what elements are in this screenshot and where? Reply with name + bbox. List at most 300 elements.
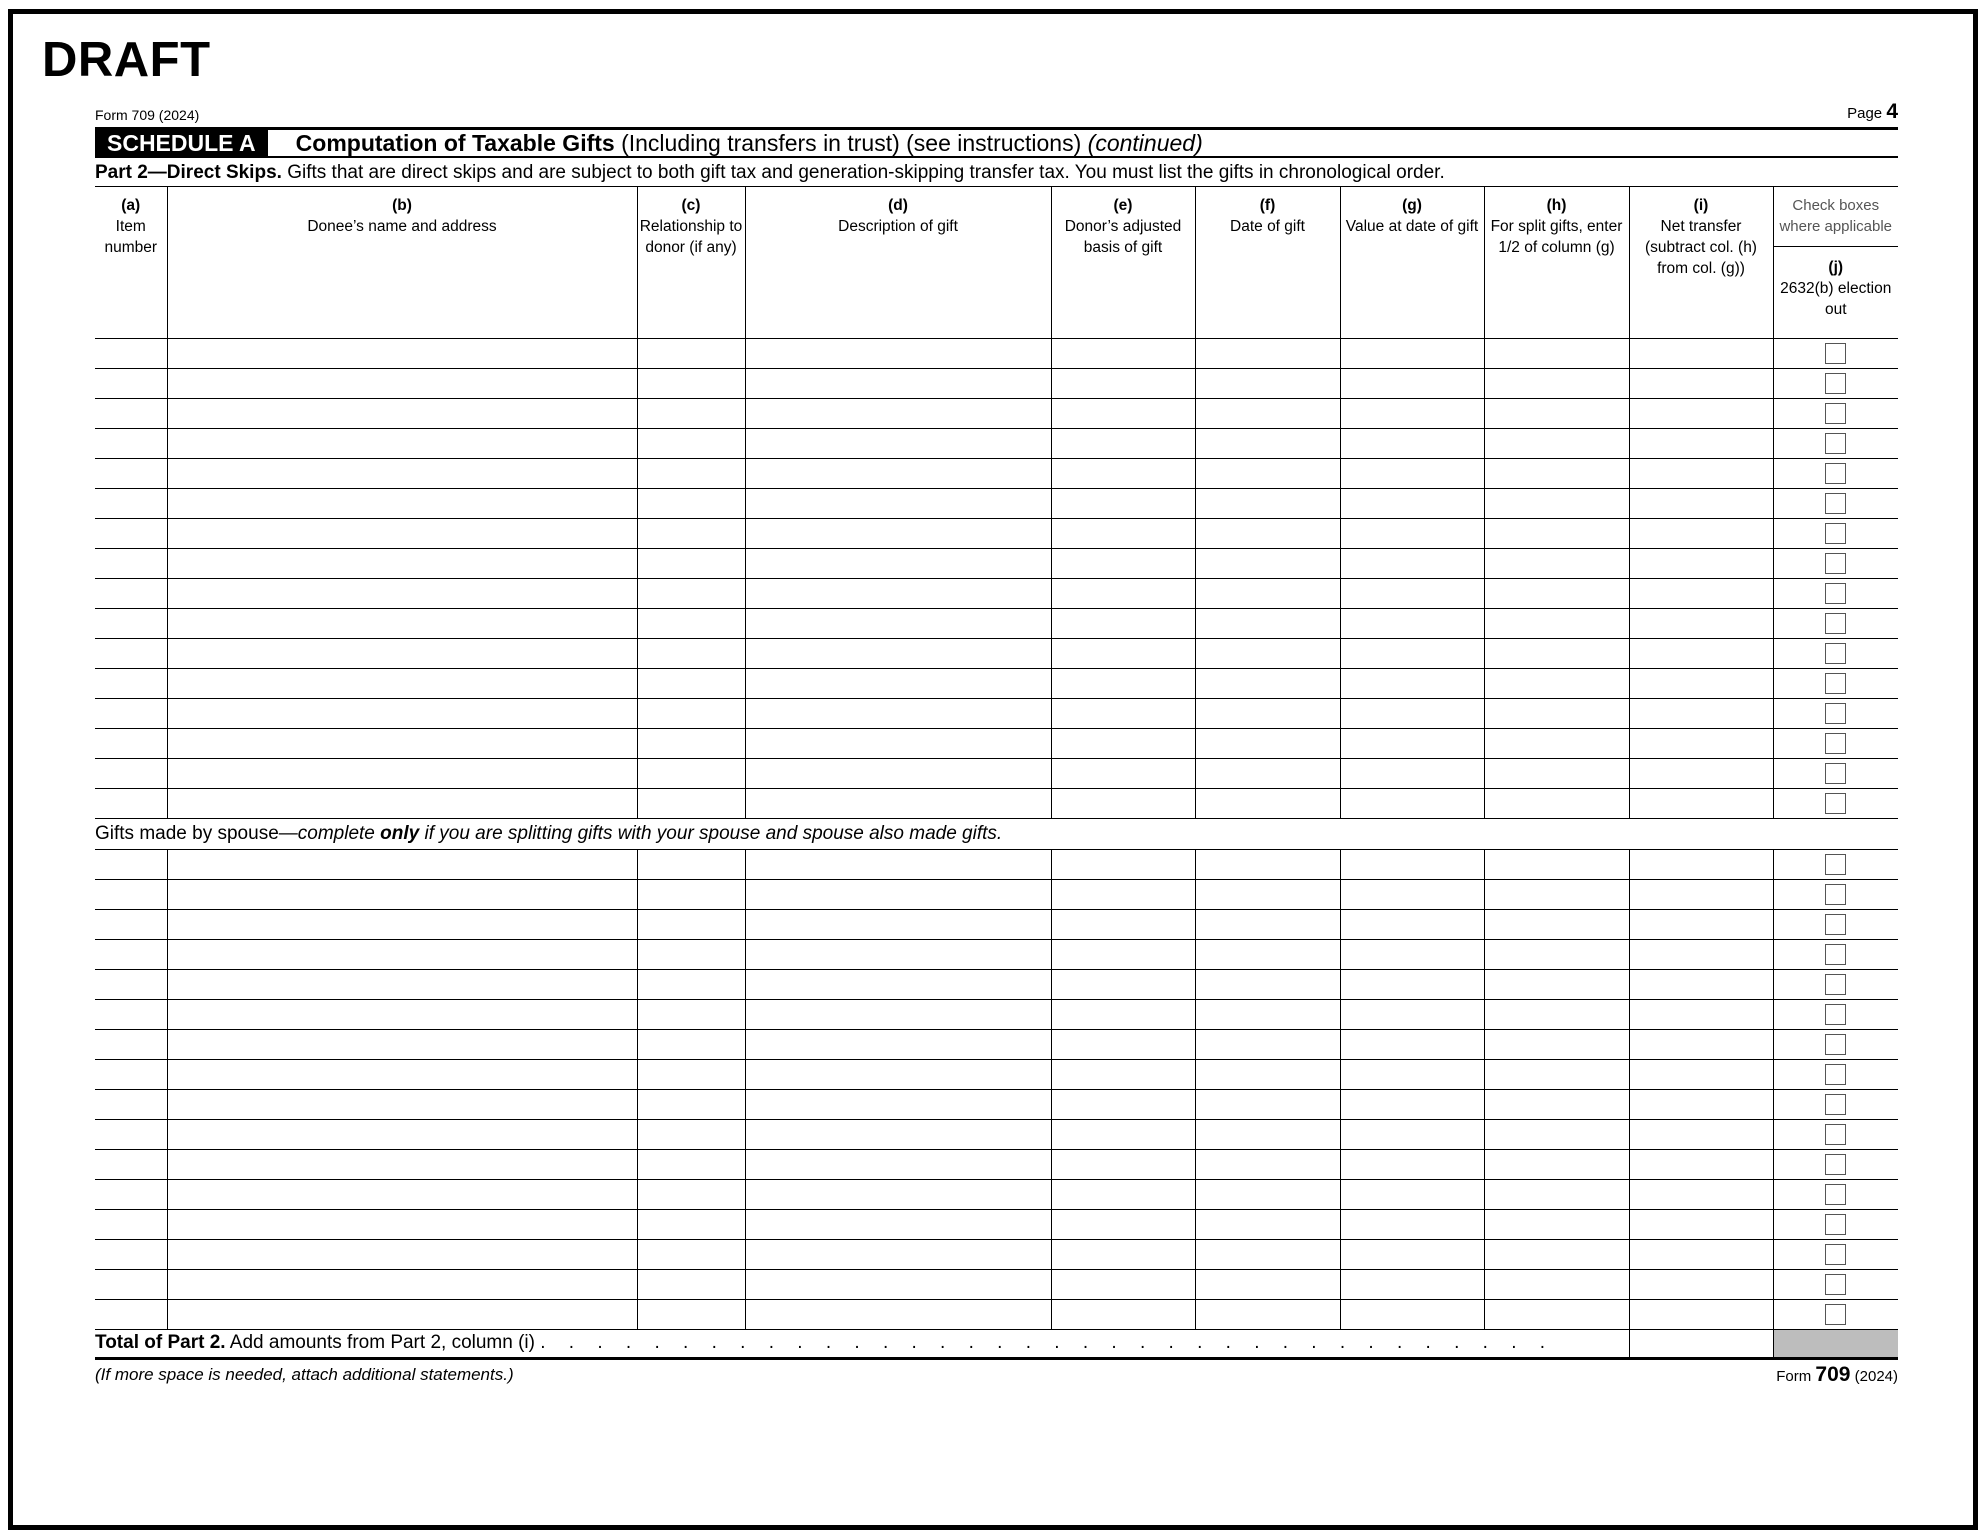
relationship-cell[interactable] — [637, 698, 745, 728]
donee-name-address-cell[interactable] — [167, 1029, 637, 1059]
election-out-checkbox[interactable] — [1825, 884, 1846, 905]
election-out-checkbox[interactable] — [1825, 493, 1846, 514]
donee-name-address-cell[interactable] — [167, 1179, 637, 1209]
donee-name-address-cell[interactable] — [167, 638, 637, 668]
date-of-gift-cell[interactable] — [1195, 1119, 1340, 1149]
relationship-cell[interactable] — [637, 728, 745, 758]
date-of-gift-cell[interactable] — [1195, 909, 1340, 939]
relationship-cell[interactable] — [637, 458, 745, 488]
relationship-cell[interactable] — [637, 1089, 745, 1119]
split-gift-half-cell[interactable] — [1484, 458, 1629, 488]
adjusted-basis-cell[interactable] — [1051, 698, 1195, 728]
item-number-cell[interactable] — [95, 879, 167, 909]
item-number-cell[interactable] — [95, 1089, 167, 1119]
total-amount-field[interactable] — [1629, 1329, 1773, 1358]
adjusted-basis-cell[interactable] — [1051, 638, 1195, 668]
adjusted-basis-cell[interactable] — [1051, 608, 1195, 638]
net-transfer-cell[interactable] — [1629, 1269, 1773, 1299]
donee-name-address-cell[interactable] — [167, 1239, 637, 1269]
split-gift-half-cell[interactable] — [1484, 1059, 1629, 1089]
split-gift-half-cell[interactable] — [1484, 488, 1629, 518]
description-cell[interactable] — [745, 1059, 1051, 1089]
donee-name-address-cell[interactable] — [167, 849, 637, 879]
item-number-cell[interactable] — [95, 368, 167, 398]
item-number-cell[interactable] — [95, 999, 167, 1029]
item-number-cell[interactable] — [95, 458, 167, 488]
date-of-gift-cell[interactable] — [1195, 1299, 1340, 1329]
description-cell[interactable] — [745, 548, 1051, 578]
description-cell[interactable] — [745, 909, 1051, 939]
value-at-date-cell[interactable] — [1340, 1059, 1484, 1089]
election-out-checkbox[interactable] — [1825, 944, 1846, 965]
election-out-checkbox[interactable] — [1825, 974, 1846, 995]
election-out-checkbox[interactable] — [1825, 703, 1846, 724]
net-transfer-cell[interactable] — [1629, 428, 1773, 458]
donee-name-address-cell[interactable] — [167, 1299, 637, 1329]
net-transfer-cell[interactable] — [1629, 1149, 1773, 1179]
net-transfer-cell[interactable] — [1629, 668, 1773, 698]
item-number-cell[interactable] — [95, 1269, 167, 1299]
net-transfer-cell[interactable] — [1629, 788, 1773, 818]
adjusted-basis-cell[interactable] — [1051, 728, 1195, 758]
net-transfer-cell[interactable] — [1629, 1239, 1773, 1269]
value-at-date-cell[interactable] — [1340, 1149, 1484, 1179]
relationship-cell[interactable] — [637, 909, 745, 939]
date-of-gift-cell[interactable] — [1195, 1059, 1340, 1089]
election-out-checkbox[interactable] — [1825, 854, 1846, 875]
description-cell[interactable] — [745, 1209, 1051, 1239]
donee-name-address-cell[interactable] — [167, 698, 637, 728]
election-out-checkbox[interactable] — [1825, 433, 1846, 454]
election-out-checkbox[interactable] — [1825, 1304, 1846, 1325]
date-of-gift-cell[interactable] — [1195, 758, 1340, 788]
item-number-cell[interactable] — [95, 758, 167, 788]
value-at-date-cell[interactable] — [1340, 608, 1484, 638]
date-of-gift-cell[interactable] — [1195, 428, 1340, 458]
date-of-gift-cell[interactable] — [1195, 969, 1340, 999]
relationship-cell[interactable] — [637, 1059, 745, 1089]
net-transfer-cell[interactable] — [1629, 909, 1773, 939]
election-out-checkbox[interactable] — [1825, 463, 1846, 484]
election-out-checkbox[interactable] — [1825, 673, 1846, 694]
value-at-date-cell[interactable] — [1340, 939, 1484, 969]
value-at-date-cell[interactable] — [1340, 398, 1484, 428]
election-out-checkbox[interactable] — [1825, 1064, 1846, 1085]
date-of-gift-cell[interactable] — [1195, 939, 1340, 969]
description-cell[interactable] — [745, 1119, 1051, 1149]
split-gift-half-cell[interactable] — [1484, 1029, 1629, 1059]
split-gift-half-cell[interactable] — [1484, 578, 1629, 608]
election-out-checkbox[interactable] — [1825, 1004, 1846, 1025]
split-gift-half-cell[interactable] — [1484, 849, 1629, 879]
split-gift-half-cell[interactable] — [1484, 398, 1629, 428]
adjusted-basis-cell[interactable] — [1051, 1299, 1195, 1329]
election-out-checkbox[interactable] — [1825, 1034, 1846, 1055]
item-number-cell[interactable] — [95, 849, 167, 879]
relationship-cell[interactable] — [637, 879, 745, 909]
relationship-cell[interactable] — [637, 638, 745, 668]
relationship-cell[interactable] — [637, 1119, 745, 1149]
value-at-date-cell[interactable] — [1340, 1209, 1484, 1239]
relationship-cell[interactable] — [637, 999, 745, 1029]
net-transfer-cell[interactable] — [1629, 548, 1773, 578]
description-cell[interactable] — [745, 1239, 1051, 1269]
date-of-gift-cell[interactable] — [1195, 1149, 1340, 1179]
election-out-checkbox[interactable] — [1825, 523, 1846, 544]
item-number-cell[interactable] — [95, 398, 167, 428]
description-cell[interactable] — [745, 1179, 1051, 1209]
split-gift-half-cell[interactable] — [1484, 638, 1629, 668]
net-transfer-cell[interactable] — [1629, 1089, 1773, 1119]
item-number-cell[interactable] — [95, 1149, 167, 1179]
adjusted-basis-cell[interactable] — [1051, 999, 1195, 1029]
split-gift-half-cell[interactable] — [1484, 1269, 1629, 1299]
election-out-checkbox[interactable] — [1825, 1214, 1846, 1235]
donee-name-address-cell[interactable] — [167, 338, 637, 368]
relationship-cell[interactable] — [637, 1209, 745, 1239]
adjusted-basis-cell[interactable] — [1051, 668, 1195, 698]
net-transfer-cell[interactable] — [1629, 849, 1773, 879]
donee-name-address-cell[interactable] — [167, 1059, 637, 1089]
adjusted-basis-cell[interactable] — [1051, 338, 1195, 368]
net-transfer-cell[interactable] — [1629, 1029, 1773, 1059]
date-of-gift-cell[interactable] — [1195, 458, 1340, 488]
relationship-cell[interactable] — [637, 1029, 745, 1059]
date-of-gift-cell[interactable] — [1195, 1239, 1340, 1269]
adjusted-basis-cell[interactable] — [1051, 1059, 1195, 1089]
relationship-cell[interactable] — [637, 1149, 745, 1179]
net-transfer-cell[interactable] — [1629, 1179, 1773, 1209]
adjusted-basis-cell[interactable] — [1051, 849, 1195, 879]
description-cell[interactable] — [745, 338, 1051, 368]
election-out-checkbox[interactable] — [1825, 914, 1846, 935]
date-of-gift-cell[interactable] — [1195, 999, 1340, 1029]
date-of-gift-cell[interactable] — [1195, 338, 1340, 368]
description-cell[interactable] — [745, 428, 1051, 458]
election-out-checkbox[interactable] — [1825, 343, 1846, 364]
adjusted-basis-cell[interactable] — [1051, 1209, 1195, 1239]
value-at-date-cell[interactable] — [1340, 849, 1484, 879]
item-number-cell[interactable] — [95, 1239, 167, 1269]
value-at-date-cell[interactable] — [1340, 638, 1484, 668]
item-number-cell[interactable] — [95, 1179, 167, 1209]
split-gift-half-cell[interactable] — [1484, 698, 1629, 728]
donee-name-address-cell[interactable] — [167, 398, 637, 428]
description-cell[interactable] — [745, 398, 1051, 428]
split-gift-half-cell[interactable] — [1484, 1179, 1629, 1209]
election-out-checkbox[interactable] — [1825, 763, 1846, 784]
adjusted-basis-cell[interactable] — [1051, 578, 1195, 608]
date-of-gift-cell[interactable] — [1195, 638, 1340, 668]
adjusted-basis-cell[interactable] — [1051, 368, 1195, 398]
relationship-cell[interactable] — [637, 788, 745, 818]
item-number-cell[interactable] — [95, 1029, 167, 1059]
adjusted-basis-cell[interactable] — [1051, 548, 1195, 578]
date-of-gift-cell[interactable] — [1195, 1089, 1340, 1119]
election-out-checkbox[interactable] — [1825, 403, 1846, 424]
description-cell[interactable] — [745, 518, 1051, 548]
value-at-date-cell[interactable] — [1340, 458, 1484, 488]
net-transfer-cell[interactable] — [1629, 1209, 1773, 1239]
date-of-gift-cell[interactable] — [1195, 788, 1340, 818]
adjusted-basis-cell[interactable] — [1051, 939, 1195, 969]
split-gift-half-cell[interactable] — [1484, 608, 1629, 638]
split-gift-half-cell[interactable] — [1484, 1119, 1629, 1149]
relationship-cell[interactable] — [637, 668, 745, 698]
net-transfer-cell[interactable] — [1629, 1119, 1773, 1149]
description-cell[interactable] — [745, 368, 1051, 398]
net-transfer-cell[interactable] — [1629, 698, 1773, 728]
date-of-gift-cell[interactable] — [1195, 548, 1340, 578]
net-transfer-cell[interactable] — [1629, 969, 1773, 999]
adjusted-basis-cell[interactable] — [1051, 518, 1195, 548]
date-of-gift-cell[interactable] — [1195, 879, 1340, 909]
adjusted-basis-cell[interactable] — [1051, 1029, 1195, 1059]
description-cell[interactable] — [745, 849, 1051, 879]
relationship-cell[interactable] — [637, 548, 745, 578]
split-gift-half-cell[interactable] — [1484, 548, 1629, 578]
split-gift-half-cell[interactable] — [1484, 879, 1629, 909]
donee-name-address-cell[interactable] — [167, 758, 637, 788]
date-of-gift-cell[interactable] — [1195, 1209, 1340, 1239]
item-number-cell[interactable] — [95, 548, 167, 578]
election-out-checkbox[interactable] — [1825, 553, 1846, 574]
election-out-checkbox[interactable] — [1825, 1124, 1846, 1145]
donee-name-address-cell[interactable] — [167, 1209, 637, 1239]
item-number-cell[interactable] — [95, 969, 167, 999]
donee-name-address-cell[interactable] — [167, 428, 637, 458]
date-of-gift-cell[interactable] — [1195, 1269, 1340, 1299]
donee-name-address-cell[interactable] — [167, 578, 637, 608]
date-of-gift-cell[interactable] — [1195, 728, 1340, 758]
net-transfer-cell[interactable] — [1629, 398, 1773, 428]
date-of-gift-cell[interactable] — [1195, 488, 1340, 518]
split-gift-half-cell[interactable] — [1484, 518, 1629, 548]
net-transfer-cell[interactable] — [1629, 518, 1773, 548]
split-gift-half-cell[interactable] — [1484, 1299, 1629, 1329]
date-of-gift-cell[interactable] — [1195, 608, 1340, 638]
relationship-cell[interactable] — [637, 1179, 745, 1209]
date-of-gift-cell[interactable] — [1195, 518, 1340, 548]
split-gift-half-cell[interactable] — [1484, 909, 1629, 939]
adjusted-basis-cell[interactable] — [1051, 1269, 1195, 1299]
description-cell[interactable] — [745, 578, 1051, 608]
adjusted-basis-cell[interactable] — [1051, 788, 1195, 818]
value-at-date-cell[interactable] — [1340, 1179, 1484, 1209]
donee-name-address-cell[interactable] — [167, 1119, 637, 1149]
value-at-date-cell[interactable] — [1340, 1239, 1484, 1269]
net-transfer-cell[interactable] — [1629, 999, 1773, 1029]
donee-name-address-cell[interactable] — [167, 608, 637, 638]
item-number-cell[interactable] — [95, 909, 167, 939]
net-transfer-cell[interactable] — [1629, 458, 1773, 488]
election-out-checkbox[interactable] — [1825, 1244, 1846, 1265]
election-out-checkbox[interactable] — [1825, 613, 1846, 634]
election-out-checkbox[interactable] — [1825, 1274, 1846, 1295]
value-at-date-cell[interactable] — [1340, 518, 1484, 548]
donee-name-address-cell[interactable] — [167, 909, 637, 939]
value-at-date-cell[interactable] — [1340, 1299, 1484, 1329]
relationship-cell[interactable] — [637, 758, 745, 788]
item-number-cell[interactable] — [95, 428, 167, 458]
relationship-cell[interactable] — [637, 849, 745, 879]
item-number-cell[interactable] — [95, 608, 167, 638]
value-at-date-cell[interactable] — [1340, 338, 1484, 368]
adjusted-basis-cell[interactable] — [1051, 909, 1195, 939]
split-gift-half-cell[interactable] — [1484, 338, 1629, 368]
election-out-checkbox[interactable] — [1825, 643, 1846, 664]
relationship-cell[interactable] — [637, 488, 745, 518]
donee-name-address-cell[interactable] — [167, 999, 637, 1029]
value-at-date-cell[interactable] — [1340, 879, 1484, 909]
split-gift-half-cell[interactable] — [1484, 668, 1629, 698]
item-number-cell[interactable] — [95, 638, 167, 668]
election-out-checkbox[interactable] — [1825, 1094, 1846, 1115]
donee-name-address-cell[interactable] — [167, 518, 637, 548]
split-gift-half-cell[interactable] — [1484, 368, 1629, 398]
item-number-cell[interactable] — [95, 1209, 167, 1239]
description-cell[interactable] — [745, 488, 1051, 518]
election-out-checkbox[interactable] — [1825, 733, 1846, 754]
adjusted-basis-cell[interactable] — [1051, 398, 1195, 428]
net-transfer-cell[interactable] — [1629, 728, 1773, 758]
date-of-gift-cell[interactable] — [1195, 849, 1340, 879]
item-number-cell[interactable] — [95, 939, 167, 969]
item-number-cell[interactable] — [95, 518, 167, 548]
election-out-checkbox[interactable] — [1825, 793, 1846, 814]
item-number-cell[interactable] — [95, 668, 167, 698]
date-of-gift-cell[interactable] — [1195, 668, 1340, 698]
adjusted-basis-cell[interactable] — [1051, 428, 1195, 458]
donee-name-address-cell[interactable] — [167, 879, 637, 909]
adjusted-basis-cell[interactable] — [1051, 1089, 1195, 1119]
value-at-date-cell[interactable] — [1340, 999, 1484, 1029]
split-gift-half-cell[interactable] — [1484, 1149, 1629, 1179]
donee-name-address-cell[interactable] — [167, 368, 637, 398]
date-of-gift-cell[interactable] — [1195, 1029, 1340, 1059]
split-gift-half-cell[interactable] — [1484, 939, 1629, 969]
value-at-date-cell[interactable] — [1340, 548, 1484, 578]
net-transfer-cell[interactable] — [1629, 758, 1773, 788]
adjusted-basis-cell[interactable] — [1051, 1149, 1195, 1179]
description-cell[interactable] — [745, 1089, 1051, 1119]
value-at-date-cell[interactable] — [1340, 788, 1484, 818]
value-at-date-cell[interactable] — [1340, 698, 1484, 728]
value-at-date-cell[interactable] — [1340, 1029, 1484, 1059]
adjusted-basis-cell[interactable] — [1051, 758, 1195, 788]
description-cell[interactable] — [745, 1299, 1051, 1329]
date-of-gift-cell[interactable] — [1195, 578, 1340, 608]
date-of-gift-cell[interactable] — [1195, 398, 1340, 428]
election-out-checkbox[interactable] — [1825, 373, 1846, 394]
election-out-checkbox[interactable] — [1825, 1154, 1846, 1175]
split-gift-half-cell[interactable] — [1484, 999, 1629, 1029]
description-cell[interactable] — [745, 638, 1051, 668]
relationship-cell[interactable] — [637, 428, 745, 458]
net-transfer-cell[interactable] — [1629, 1059, 1773, 1089]
relationship-cell[interactable] — [637, 398, 745, 428]
adjusted-basis-cell[interactable] — [1051, 1239, 1195, 1269]
item-number-cell[interactable] — [95, 338, 167, 368]
description-cell[interactable] — [745, 758, 1051, 788]
election-out-checkbox[interactable] — [1825, 1184, 1846, 1205]
adjusted-basis-cell[interactable] — [1051, 458, 1195, 488]
donee-name-address-cell[interactable] — [167, 1089, 637, 1119]
relationship-cell[interactable] — [637, 518, 745, 548]
adjusted-basis-cell[interactable] — [1051, 1119, 1195, 1149]
relationship-cell[interactable] — [637, 578, 745, 608]
net-transfer-cell[interactable] — [1629, 368, 1773, 398]
description-cell[interactable] — [745, 698, 1051, 728]
net-transfer-cell[interactable] — [1629, 939, 1773, 969]
net-transfer-cell[interactable] — [1629, 1299, 1773, 1329]
adjusted-basis-cell[interactable] — [1051, 879, 1195, 909]
item-number-cell[interactable] — [95, 1119, 167, 1149]
donee-name-address-cell[interactable] — [167, 788, 637, 818]
description-cell[interactable] — [745, 728, 1051, 758]
split-gift-half-cell[interactable] — [1484, 1209, 1629, 1239]
value-at-date-cell[interactable] — [1340, 1089, 1484, 1119]
item-number-cell[interactable] — [95, 1299, 167, 1329]
donee-name-address-cell[interactable] — [167, 939, 637, 969]
donee-name-address-cell[interactable] — [167, 1149, 637, 1179]
donee-name-address-cell[interactable] — [167, 488, 637, 518]
relationship-cell[interactable] — [637, 1269, 745, 1299]
adjusted-basis-cell[interactable] — [1051, 488, 1195, 518]
description-cell[interactable] — [745, 999, 1051, 1029]
split-gift-half-cell[interactable] — [1484, 728, 1629, 758]
relationship-cell[interactable] — [637, 608, 745, 638]
election-out-checkbox[interactable] — [1825, 583, 1846, 604]
donee-name-address-cell[interactable] — [167, 969, 637, 999]
item-number-cell[interactable] — [95, 788, 167, 818]
description-cell[interactable] — [745, 788, 1051, 818]
split-gift-half-cell[interactable] — [1484, 428, 1629, 458]
description-cell[interactable] — [745, 668, 1051, 698]
donee-name-address-cell[interactable] — [167, 548, 637, 578]
split-gift-half-cell[interactable] — [1484, 758, 1629, 788]
description-cell[interactable] — [745, 1269, 1051, 1299]
date-of-gift-cell[interactable] — [1195, 1179, 1340, 1209]
value-at-date-cell[interactable] — [1340, 488, 1484, 518]
net-transfer-cell[interactable] — [1629, 608, 1773, 638]
item-number-cell[interactable] — [95, 1059, 167, 1089]
value-at-date-cell[interactable] — [1340, 728, 1484, 758]
value-at-date-cell[interactable] — [1340, 368, 1484, 398]
description-cell[interactable] — [745, 939, 1051, 969]
value-at-date-cell[interactable] — [1340, 909, 1484, 939]
donee-name-address-cell[interactable] — [167, 458, 637, 488]
item-number-cell[interactable] — [95, 488, 167, 518]
net-transfer-cell[interactable] — [1629, 638, 1773, 668]
item-number-cell[interactable] — [95, 698, 167, 728]
value-at-date-cell[interactable] — [1340, 758, 1484, 788]
relationship-cell[interactable] — [637, 939, 745, 969]
split-gift-half-cell[interactable] — [1484, 969, 1629, 999]
item-number-cell[interactable] — [95, 728, 167, 758]
split-gift-half-cell[interactable] — [1484, 1089, 1629, 1119]
adjusted-basis-cell[interactable] — [1051, 969, 1195, 999]
description-cell[interactable] — [745, 1149, 1051, 1179]
value-at-date-cell[interactable] — [1340, 668, 1484, 698]
relationship-cell[interactable] — [637, 338, 745, 368]
adjusted-basis-cell[interactable] — [1051, 1179, 1195, 1209]
description-cell[interactable] — [745, 458, 1051, 488]
relationship-cell[interactable] — [637, 368, 745, 398]
relationship-cell[interactable] — [637, 1299, 745, 1329]
donee-name-address-cell[interactable] — [167, 668, 637, 698]
donee-name-address-cell[interactable] — [167, 1269, 637, 1299]
